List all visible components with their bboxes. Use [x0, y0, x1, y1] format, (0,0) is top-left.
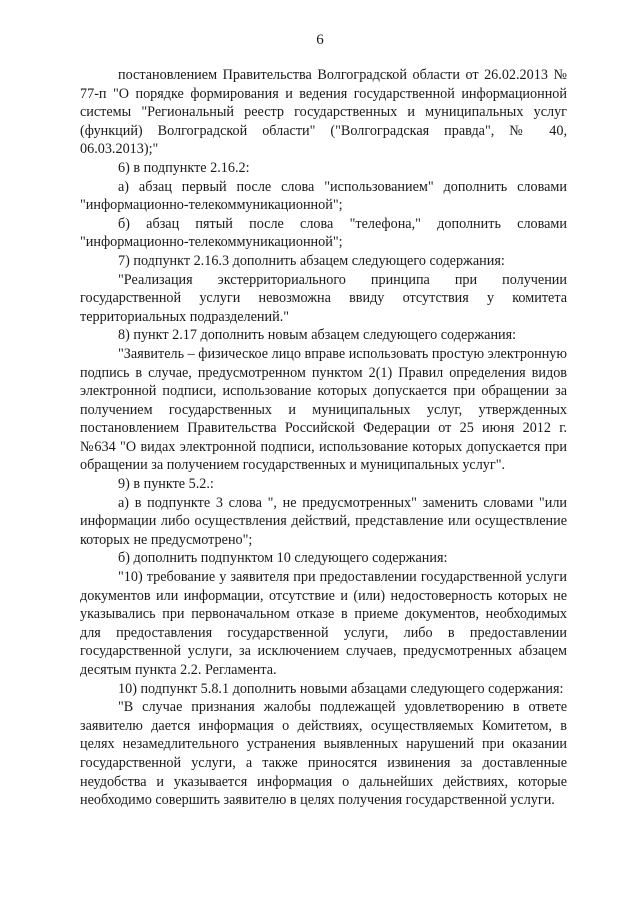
paragraph: б) дополнить подпунктом 10 следующего содержания: — [118, 550, 448, 567]
page-number: 6 — [316, 32, 324, 48]
paragraph: а) в подпункте 3 слова ", не предусмотренных" заменить словами "или информации либо осуществления действий, представление или осуществление которых не предусмотрено"; — [80, 494, 567, 548]
paragraph: постановлением Правительства Волгоградской области от 26.02.2013 № 77-п "О порядке формирования и ведения государственной информационной системы "Региональный реестр государственных и муниципальных услуг (функций) Волгоградской области" ("Волгоградская правда", № 40, 06.03.2013);" — [80, 67, 567, 158]
paragraph: "10) требование у заявителя при предоставлении государственной услуги документов или информации, отсутствие и (или) недостоверность которых не указывались при первоначальном отказе в приеме документов, необходимых для предоставления государственной услуги, либо в предоставлении государственной услуги, за исключением случаев, предусмотренных абзацем десятым пункта 2.2. Регламента. — [80, 569, 567, 678]
paragraph: 9) в пункте 5.2.: — [118, 476, 214, 493]
paragraph: 10) подпункт 5.8.1 дополнить новыми абзацами следующего содержания: — [118, 680, 564, 697]
paragraph: "В случае признания жалобы подлежащей удовлетворению в ответе заявителю дается информация о действиях, осуществляемых Комитетом, в целях незамедлительного устранения выявленных нарушений при оказании государственной услуги, а также приносятся извинения за доставленные неудобства и указывается информация о дальнейших действиях, которые необходимо совершить заявителю в целях получения государственной услуги. — [80, 699, 567, 809]
paragraph: "Заявитель – физическое лицо вправе использовать простую электронную подпись в случае, предусмотренном пунктом 2(1) Правил определения видов электронной подписи, использование которых допускается при обращении за получением государственных и муниципальных услуг, утвержденных постановлением Правительства Российской Федерации от 25 июня 2012 г. №634 "О видах электронной подписи, использование которых допускается при обращении за получением государственных и муниципальных услуг". — [80, 345, 567, 474]
paragraph: 6) в подпункте 2.16.2: — [118, 159, 250, 176]
paragraph: б) абзац пятый после слова "телефона," дополнить словами "информационно-телекоммуникационной"; — [80, 215, 567, 251]
paragraph: 8) пункт 2.17 дополнить новым абзацем следующего содержания: — [118, 327, 517, 344]
paragraph: а) абзац первый после слова "использованием" дополнить словами "информационно-телекоммуникационной"; — [80, 178, 567, 214]
paragraph: 7) подпункт 2.16.3 дополнить абзацем следующего содержания: — [118, 252, 505, 269]
paragraph: "Реализация экстерриториального принципа при получении государственной услуги невозможна ввиду отсутствия у комитета территориальных подразделений." — [80, 271, 567, 325]
document-body — [80, 66, 567, 810]
